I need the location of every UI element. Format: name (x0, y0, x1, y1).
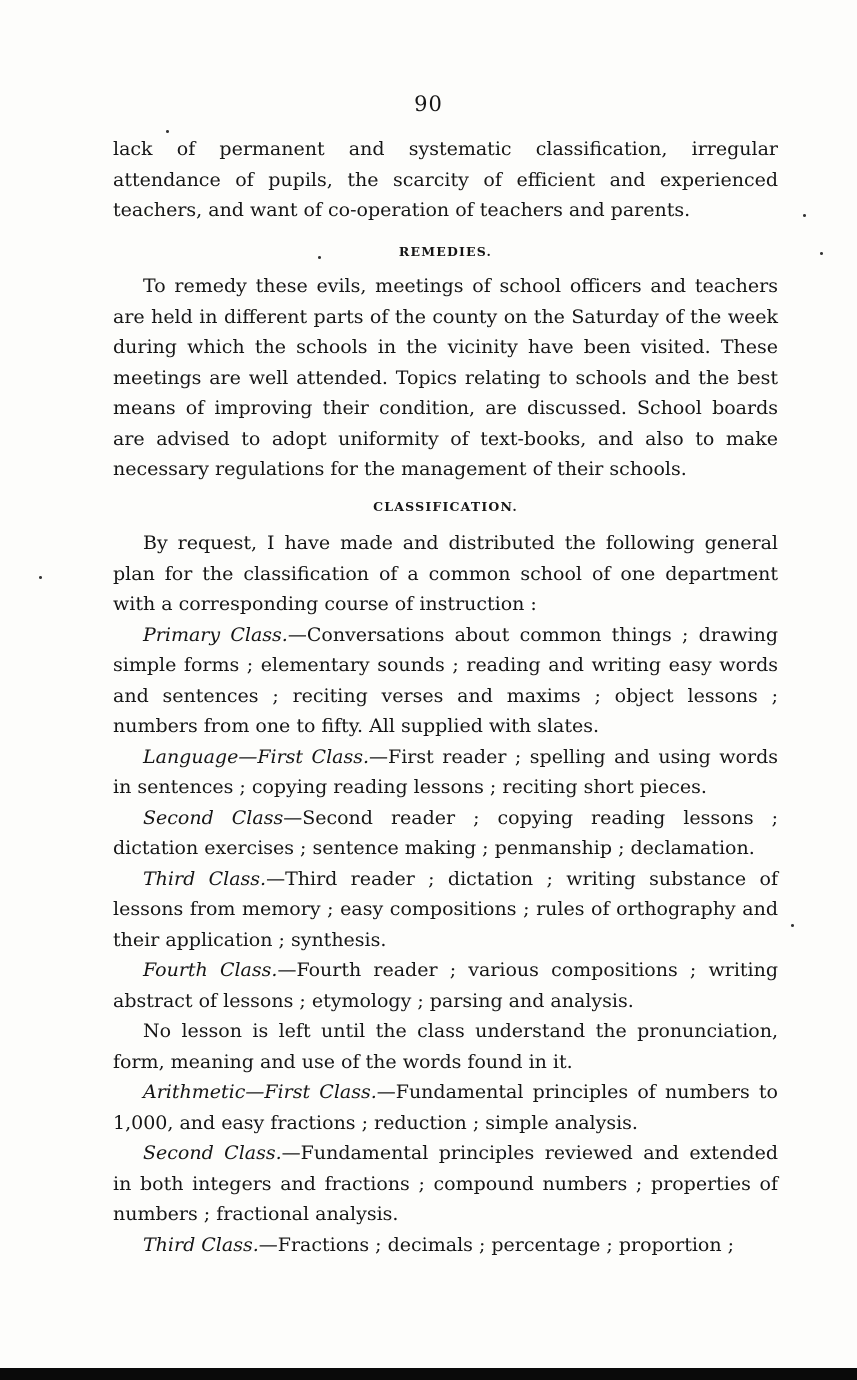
language-second-class-paragraph (113, 803, 778, 864)
ink-speck (803, 214, 806, 217)
ink-speck (39, 576, 42, 579)
ink-speck (318, 256, 321, 259)
classification-intro: By request, I have made and distributed the following general plan for the classification of a common school of one department with a corresponding course of instruction : (113, 532, 778, 615)
arithmetic-third-class-lead: Third Class. (143, 1233, 259, 1256)
intro-paragraph-block (113, 134, 778, 226)
remedies-block (113, 271, 778, 485)
language-third-class-lead: Third Class. (143, 867, 267, 890)
primary-class-text: —Conversations about common things ; drawing simple forms ; elementary sounds ; reading and writing easy words and sentences ; reciting verses and maxims ; object lessons ; numbers from one to fifty. All supplied with slates. (113, 623, 778, 737)
classification-heading: CLASSIFICATION. (373, 499, 518, 514)
arithmetic-first-class-lead: Arithmetic—First Class. (143, 1081, 377, 1103)
arithmetic-second-class-text: —Fundamental principles reviewed and extended in both integers and fractions ; compound numbers ; properties of numbers ; fractional analysis. (113, 1142, 778, 1225)
scan-bottom-edge (0, 1368, 857, 1380)
arithmetic-second-class-lead: Second Class. (143, 1142, 282, 1164)
primary-class-paragraph (113, 620, 778, 742)
language-fourth-class-paragraph (113, 955, 778, 1016)
language-third-class-paragraph (113, 864, 778, 956)
language-first-class-lead: Language—First Class. (143, 745, 370, 768)
language-fourth-class-text: —Fourth reader ; various compositions ; writing abstract of lessons ; etymology ; parsing and analysis. (113, 959, 779, 1012)
no-lesson-paragraph: No lesson is left until the class understand the pronunciation, form, meaning and use of the words found in it. (113, 1020, 778, 1073)
ink-speck (791, 924, 794, 927)
arithmetic-third-class-paragraph (113, 1230, 778, 1261)
language-fourth-class-lead: Fourth Class. (143, 959, 278, 981)
remedies-paragraph: To remedy these evils, meetings of school officers and teachers are held in different parts of the county on the Saturday of the week during which the schools in the vicinity have been visited. These meetings are well attended. Topics relating to schools and the best means of improving their condition, are discussed. School boards are advised to adopt uniformity of text-books, and also to make necessary regulations for the management of their schools. (113, 275, 778, 480)
ink-speck (166, 130, 169, 133)
intro-paragraph: lack of permanent and systematic classification, irregular attendance of pupils, the scarcity of efficient and experienced teachers, and want of co-operation of teachers and parents. (113, 138, 778, 221)
language-third-class-text: —Third reader ; dictation ; writing substance of lessons from memory ; easy compositions ; rules of orthography and their application ; synthesis. (113, 867, 778, 951)
primary-class-lead: Primary Class. (143, 623, 288, 646)
ink-speck (820, 252, 823, 255)
arithmetic-first-class-paragraph (113, 1077, 778, 1138)
language-second-class-text: —Second reader ; copying reading lessons ; dictation exercises ; sentence making ; penmanship ; declamation. (113, 806, 778, 859)
classification-block (113, 528, 778, 1260)
language-first-class-paragraph (113, 742, 778, 803)
remedies-heading: REMEDIES. (398, 244, 493, 259)
page-number: 90 (414, 92, 443, 116)
arithmetic-second-class-paragraph (113, 1138, 778, 1230)
arithmetic-third-class-text: —Fractions ; decimals ; percentage ; proportion ; (258, 1233, 735, 1256)
language-first-class-text: —First reader ; spelling and using words in sentences ; copying reading lessons ; reciting short pieces. (113, 745, 778, 798)
language-second-class-lead: Second Class (143, 806, 284, 829)
arithmetic-first-class-text: —Fundamental principles of numbers to 1,000, and easy fractions ; reduction ; simple analysis. (113, 1081, 778, 1134)
